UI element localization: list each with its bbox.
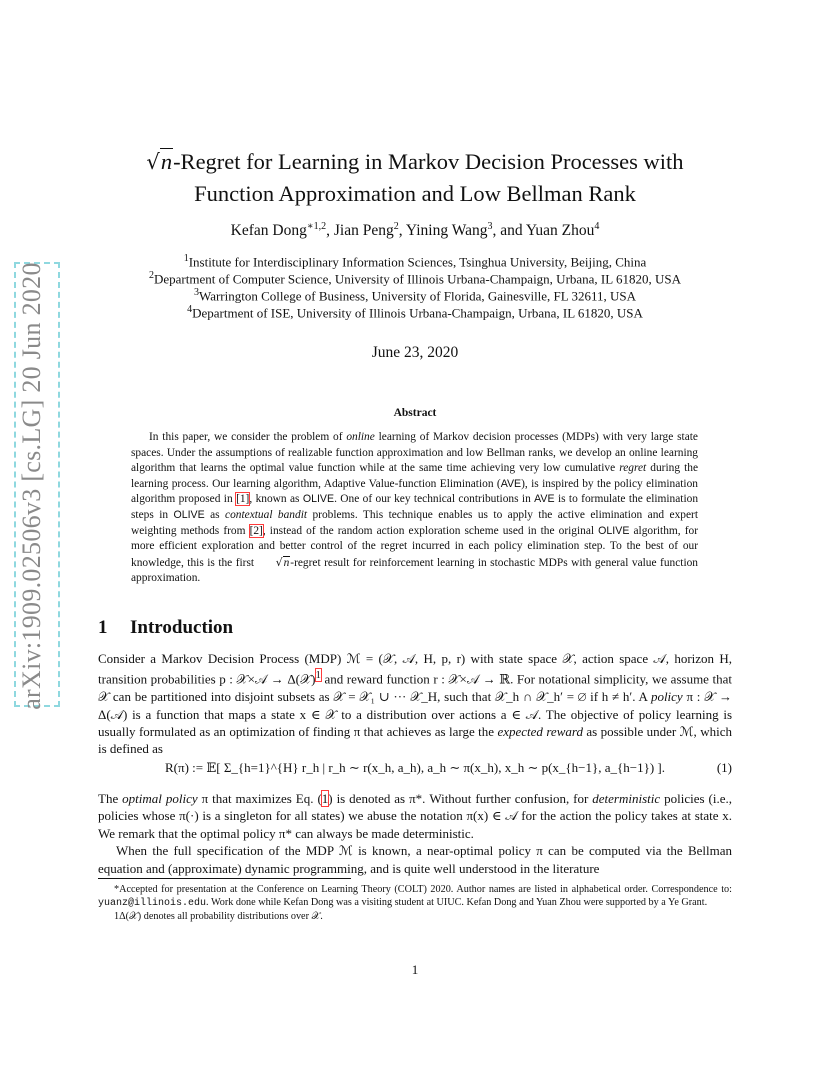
equation-number: (1)	[716, 760, 732, 775]
equation-link[interactable]: 1	[321, 791, 329, 806]
affiliation-1: $^1$Institute for Interdisciplinary Information Sciences, Tsinghua University, Beijing, China	[183, 253, 647, 270]
footnote-rule	[98, 878, 351, 879]
email-link[interactable]: yuanz@illinois.edu	[98, 898, 207, 910]
equation-1	[98, 760, 732, 782]
citation-link[interactable]: [2]	[249, 524, 263, 537]
citation-link[interactable]: [1]	[236, 493, 250, 506]
arxiv-identifier[interactable]: arXiv:1909.02506v3 [cs.LG] 20 Jun 2020	[17, 262, 46, 710]
affiliation-3: $^3$Warrington College of Business, University of Florida, Gainesville, FL 32611, USA	[193, 287, 637, 304]
affiliation-2: $^2$Department of Computer Science, University of Illinois Urbana-Champaign, Urbana, IL 61820, USA	[149, 270, 681, 287]
footnotes	[98, 883, 732, 923]
section-heading-introduction: 1 Introduction	[98, 617, 234, 638]
intro-paragraph-1: Consider a Markov Decision Process (MDP) ℳ = (𝒳, 𝒜, H, p, r) with state space 𝒳, action space 𝒜, horizon H, transition probabilities p : 𝒳×𝒜 → Δ(𝒳)$^1$ and reward function r : 𝒳×𝒜 → ℝ. For notational simplicity, we assume that 𝒳 can be partitioned into disjoint subsets as 𝒳 = 𝒳₁ ∪ ··· 𝒳_H, such that 𝒳_h ∩ 𝒳_h′ = ∅ if h ≠ h′. A policy π : 𝒳 → Δ(𝒜) is a function that maps a state x ∈ 𝒳 to a distribution over actions a ∈ 𝒜. The objective of policy learning is usually formulated as an optimization of finding π that achieves as large the expected reward as possible under ℳ, which is defined as	[98, 651, 732, 757]
paper-title	[98, 146, 732, 209]
footnote-star: *Accepted for presentation at the Conference on Learning Theory (COLT) 2020. Author names are listed in alphabetical order. Correspondence to: yuanz@illinois.edu. Work done while Kefan Dong was a visiting student at UIUC. Kefan Dong and Yuan Zhou were supported by a Ye Grant.	[98, 884, 732, 910]
footnote-link[interactable]: 1	[315, 669, 321, 682]
intro-paragraph-2: The optimal policy π that maximizes Eq. (1) is denoted as π*. Without further confusion, for deterministic policies (i.e., policies whose π(·) is a singleton for all states) we abuse the notation π(x) ∈ 𝒜 for the action the policy takes at state x. We remark that the optimal policy π* can always be made deterministic. When the full specification of the MDP ℳ is known, a near-optimal policy π can be computed via the Bellman equation and (approximate) dynamic programming, and is quite well understood in the literature	[98, 791, 732, 876]
author-list: Kefan Dong$^{∗1,2}$, Jian Peng$^2$, Yining Wang$^3$, and Yuan Zhou$^4$	[230, 221, 600, 240]
affiliation-4: $^4$Department of ISE, University of Illinois Urbana-Champaign, Urbana, IL 61820, USA	[187, 304, 643, 321]
abstract-heading: Abstract	[393, 407, 437, 419]
page-number: 1	[411, 962, 419, 977]
sqrt-n-symbol: √n	[146, 149, 173, 174]
title-line-2: Function Approximation and Low Bellman Rank	[194, 181, 636, 206]
intro-paragraph-3: When the full specification of the MDP ℳ is known, a near-optimal policy π can be computed via the Bellman equation and (approximate) dynamic programming, and is quite well understood in the literature	[98, 843, 732, 876]
abstract-body: In this paper, we consider the problem of online learning of Markov decision processes (MDPs) with very large state spaces. Under the assumptions of realizable function approximation and low Bellman ranks, we develop an online learning algorithm that learns the optimal value function while at the same time achieving very low cumulative regret during the learning process. Our learning algorithm, Adaptive Value-function Elimination (AVE), is inspired by the policy elimination algorithm proposed in [1], known as OLIVE. One of our key technical contributions in AVE is to formulate the elimination steps in OLIVE as contextual bandit problems. This technique enables us to apply the active elimination and expert weighting methods from [2], instead of the random action exploration scheme used in the original OLIVE algorithm, for more efficient exploration and better control of the regret incurred in each policy elimination step. To the best of our knowledge, this is the first √n-regret result for reinforcement learning in stochastic MDPs with general value function approximation.	[131, 431, 699, 585]
footnote-1: 1Δ(𝒳) denotes all probability distributions over 𝒳.	[114, 911, 323, 923]
equation-body: R(π) := 𝔼[ Σ_{h=1}^{H} r_h | r_h ∼ r(x_h, a_h), a_h ∼ π(x_h), x_h ∼ p(x_{h−1}, a_{h−1}) ].	[165, 760, 665, 775]
paper-date: June 23, 2020	[371, 344, 459, 361]
title-line-1: -Regret for Learning in Markov Decision Processes with	[173, 149, 684, 174]
